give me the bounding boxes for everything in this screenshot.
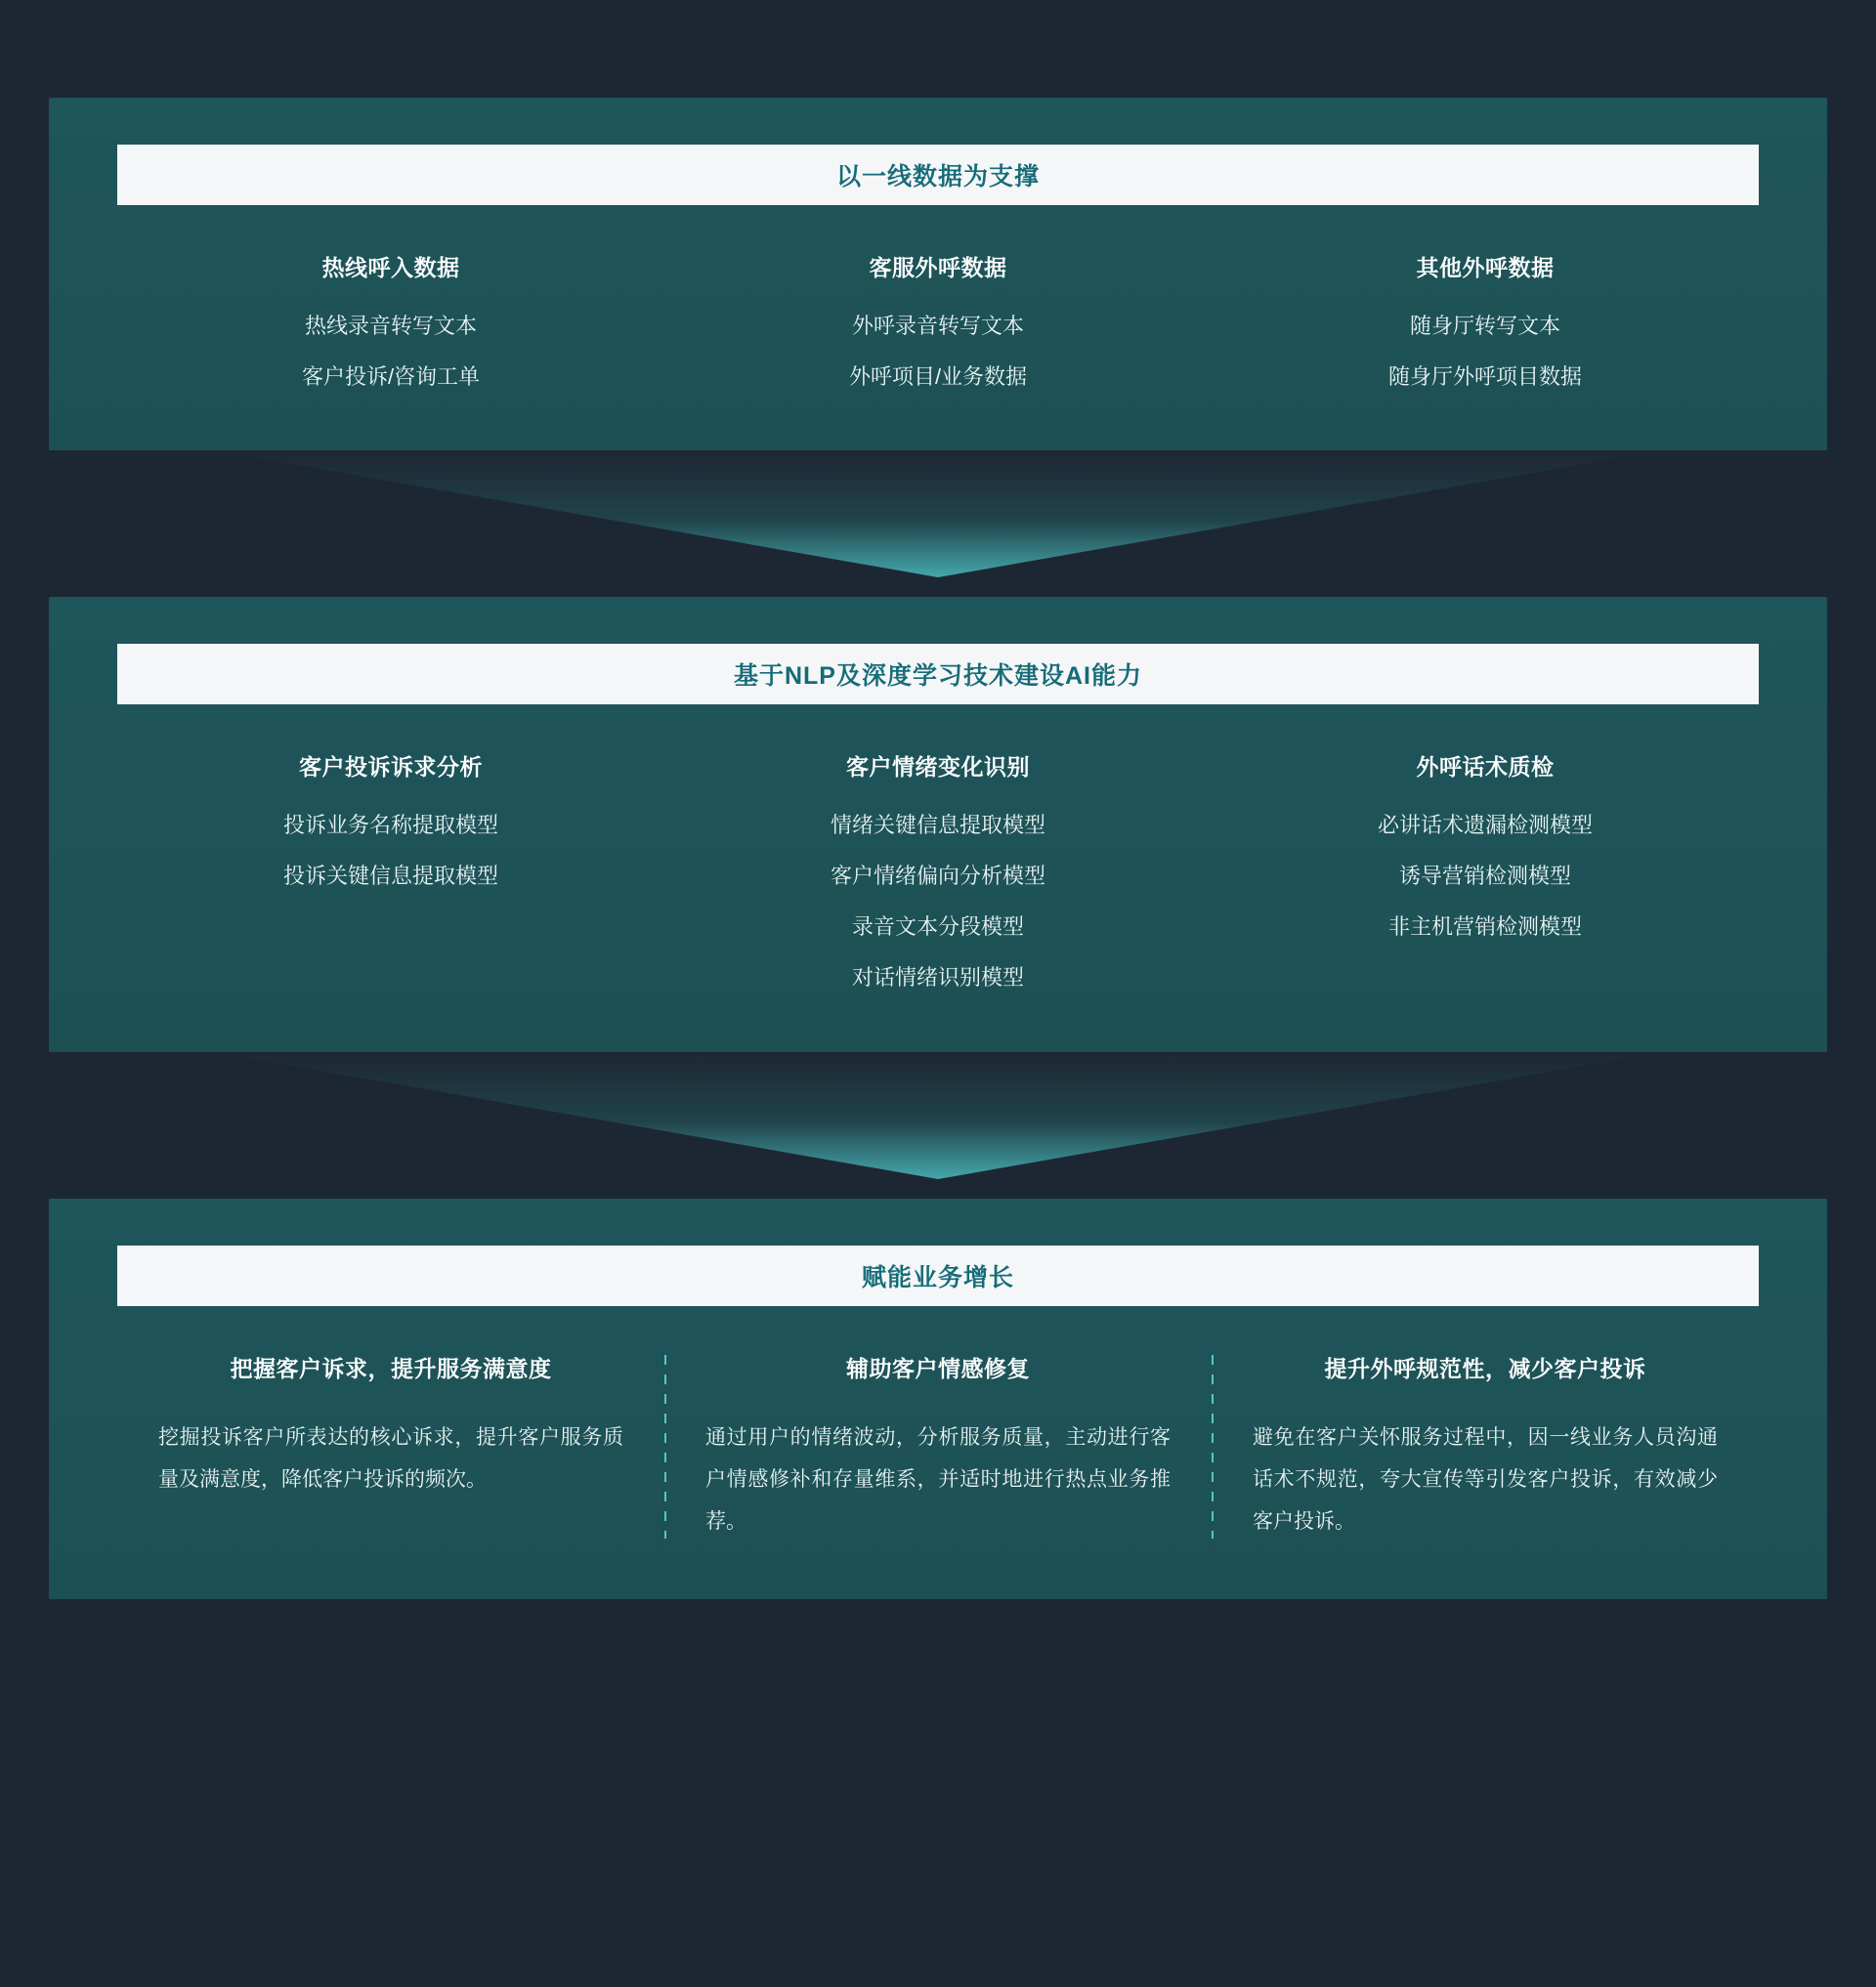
column-item: 外呼项目/业务数据 (848, 364, 1028, 390)
panel-title-business-growth: 赋能业务增长 (861, 1263, 1014, 1291)
column-item: 诱导营销检测模型 (1398, 864, 1571, 889)
column-item: 必讲话术遗漏检测模型 (1377, 813, 1593, 838)
columns-ai-capability (117, 749, 1759, 994)
arrow-connector-1 (49, 450, 1827, 597)
benefit-heading: 把握客户诉求，提升服务满意度 (230, 1355, 552, 1381)
column-item: 投诉关键信息提取模型 (282, 864, 498, 889)
column-heading: 外呼话术质检 (1416, 754, 1555, 781)
benefit-heading: 提升外呼规范性，减少客户投诉 (1324, 1355, 1646, 1381)
arrow-connector-2 (49, 1052, 1827, 1199)
column-heading: 热线呼入数据 (321, 255, 460, 280)
column-item: 录音文本分段模型 (851, 914, 1024, 940)
column-item: 随身厅转写文本 (1409, 314, 1560, 338)
column-item: 客户情绪偏向分析模型 (830, 864, 1045, 889)
column-item: 客户投诉/咨询工单 (301, 364, 481, 390)
column-heading: 其他外呼数据 (1416, 255, 1555, 280)
column-outbound-qc (1212, 749, 1759, 994)
column-emotion-recognition (664, 749, 1212, 994)
column-complaint-analysis (117, 749, 664, 994)
column-other-outbound (1212, 250, 1759, 394)
columns-business-growth (117, 1351, 1759, 1543)
benefit-satisfaction (117, 1351, 664, 1543)
benefit-heading: 辅助客户情感修复 (846, 1355, 1030, 1381)
panel-data-source (49, 98, 1827, 450)
column-heading: 客户情绪变化识别 (846, 754, 1030, 781)
column-service-outbound (664, 250, 1212, 394)
column-item: 情绪关键信息提取模型 (830, 813, 1045, 838)
column-item: 对话情绪识别模型 (851, 965, 1024, 991)
panel-title-bar-data-source (117, 145, 1759, 205)
panel-title-ai-capability: 基于NLP及深度学习技术建设AI能力 (733, 662, 1142, 691)
column-item: 热线录音转写文本 (304, 314, 477, 338)
panel-title-data-source: 以一线数据为支撑 (835, 163, 1040, 190)
benefit-body: 通过用户的情绪波动，分析服务质量，主动进行客户情感修补和存量维系，并适时地进行热点业务推荐。 (705, 1425, 1171, 1533)
columns-data-source (117, 250, 1759, 394)
column-item: 投诉业务名称提取模型 (282, 813, 498, 838)
benefit-body: 避免在客户关怀服务过程中，因一线业务人员沟通话术不规范，夸大宣传等引发客户投诉，有效减少客户投诉。 (1253, 1425, 1718, 1533)
panel-ai-capability (49, 597, 1827, 1051)
panel-business-growth (49, 1199, 1827, 1599)
column-item: 非主机营销检测模型 (1387, 914, 1582, 940)
column-hotline-inbound (117, 250, 664, 394)
down-arrow-icon (215, 1052, 1661, 1179)
column-item: 外呼录音转写文本 (851, 314, 1024, 338)
benefit-compliance (1212, 1351, 1759, 1543)
column-heading: 客服外呼数据 (869, 255, 1007, 280)
benefit-emotion-repair (664, 1351, 1212, 1543)
column-heading: 客户投诉诉求分析 (299, 754, 483, 781)
panel-title-bar-ai-capability (117, 644, 1759, 704)
column-item: 随身厅外呼项目数据 (1387, 364, 1582, 390)
benefit-body: 挖掘投诉客户所表达的核心诉求，提升客户服务质量及满意度，降低客户投诉的频次。 (158, 1425, 623, 1491)
down-arrow-icon (215, 450, 1661, 577)
panel-title-bar-business-growth (117, 1246, 1759, 1306)
